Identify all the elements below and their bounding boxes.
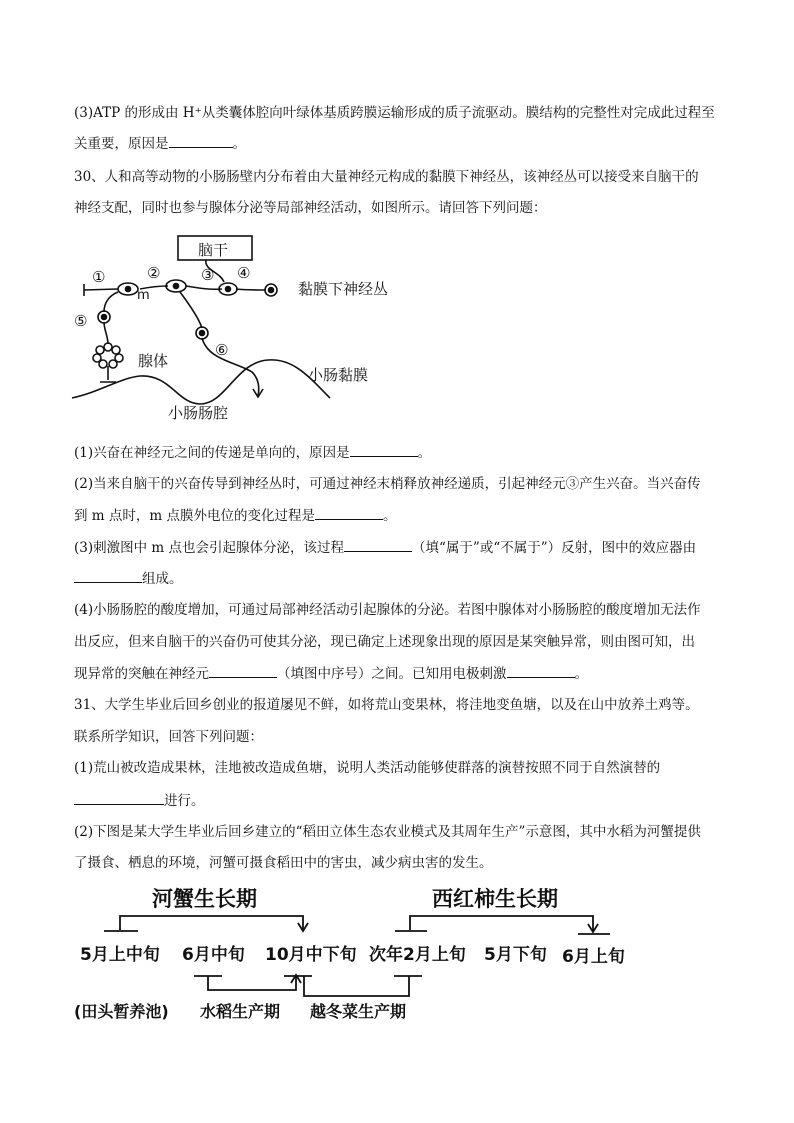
- tomato-bracket: [410, 916, 593, 931]
- date-label: 次年2月上旬: [369, 945, 466, 965]
- gland-label: 腺体: [138, 352, 169, 370]
- label-6: ⑥: [215, 341, 229, 359]
- brainstem-fiber: [206, 260, 224, 282]
- receptor-ending: [253, 389, 263, 397]
- point-m-label: m: [137, 288, 150, 303]
- answer-blank[interactable]: [74, 790, 164, 805]
- winter-veg-label: 越冬菜生产期: [310, 1002, 407, 1021]
- neuron-5: [98, 311, 110, 323]
- crab-period-label: 河蟹生长期: [152, 887, 257, 911]
- fiber-5-to-gland: [104, 322, 108, 344]
- fiber-2: [140, 286, 168, 289]
- answer-blank[interactable]: [315, 505, 383, 520]
- date-label: 10月中下旬: [265, 945, 357, 965]
- q29-3-line1: (3)ATP 的形成由 H⁺从类囊体腔向叶绿体基质跨膜运输形成的质子流驱动。膜结构的完整性对完成此过程至: [74, 105, 715, 121]
- neuron-3: [219, 283, 237, 295]
- answer-blank[interactable]: [209, 663, 277, 678]
- date-label: 6月上旬: [562, 947, 625, 967]
- answer-blank[interactable]: [344, 537, 412, 552]
- q31-part2-line2: 了摄食、栖息的环境，河蟹可摄食稻田中的害虫，减少病虫害的发生。: [74, 855, 493, 871]
- q30-part2-line1: (2)当来自脑干的兴奋传导到神经丛时，可通过神经末梢释放神经递质，引起神经元③产生兴奋。当兴奋传: [74, 476, 701, 492]
- gland-shape: [93, 343, 123, 382]
- label-1: ①: [92, 268, 106, 286]
- label-2: ②: [147, 264, 161, 282]
- tomato-arrow: [588, 924, 598, 932]
- rice-arrow: [291, 975, 301, 983]
- q30-part4-line3: 现异常的突触在神经元 （填图中序号）之间。已知用电极刺激 。: [74, 663, 588, 684]
- date-label: 5月下旬: [484, 945, 547, 965]
- neuron-6: [196, 327, 208, 339]
- q29-3-line2: 关重要，原因是 。: [74, 133, 246, 154]
- q30-part1: (1)兴奋在神经元之间的传递是单向的，原因是 。: [74, 442, 431, 463]
- q30-part2-line2: 到 m 点时，m 点膜外电位的变化过程是 。: [74, 505, 396, 526]
- brainstem-label: 脑干: [198, 241, 229, 259]
- q30-part4-line1: (4)小肠肠腔的酸度增加，可通过局部神经活动引起腺体的分泌。若图中腺体对小肠肠腔的酸度增加无法作: [74, 602, 701, 618]
- label-5: ⑤: [74, 312, 88, 330]
- crab-bracket: [120, 916, 303, 930]
- answer-blank[interactable]: [169, 133, 233, 148]
- date-label: 6月中旬: [182, 945, 245, 965]
- fiber-to-5: [104, 292, 118, 312]
- neuron-4: [265, 284, 277, 296]
- answer-blank[interactable]: [507, 663, 575, 678]
- fiber-4: [236, 289, 266, 290]
- plexus-label: 黏膜下神经丛: [298, 280, 389, 298]
- q30-intro-line2: 神经支配，同时也参与腺体分泌等局部神经活动，如图所示。请回答下列问题：: [74, 200, 547, 216]
- intestinal-wall: [72, 360, 330, 404]
- neuron-center: [166, 280, 186, 292]
- q31-part1-line1: (1)荒山被改造成果林，洼地被改造成鱼塘，说明人类活动能够使群落的演替按照不同于自然演替的: [74, 760, 661, 776]
- label-4: ④: [237, 264, 251, 282]
- q31-intro-line2: 联系所学知识，回答下列问题：: [74, 729, 263, 745]
- fiber-1: [84, 289, 118, 290]
- date-label: 5月上中旬: [80, 945, 160, 965]
- fiber-to-6: [180, 292, 202, 328]
- q30-part4-line2: 出反应，但来自脑干的兴奋仍可使其分泌，现已确定上述现象出现的原因是某突触异常，则由图可知，出: [74, 634, 695, 650]
- crab-arrow: [298, 923, 308, 931]
- answer-blank[interactable]: [74, 568, 142, 583]
- q31-intro-line1: 31、大学生毕业后回乡创业的报道屡见不鲜，如将荒山变果林，将洼地变鱼塘，以及在山中放养土鸡等。: [74, 697, 699, 713]
- fiber-6-to-mucosa: [202, 338, 259, 396]
- tomato-period-label: 西红柿生长期: [432, 887, 558, 911]
- mucosa-label: 小肠黏膜: [308, 366, 369, 384]
- rice-bracket: [194, 976, 296, 990]
- fiber-3: [186, 286, 222, 289]
- rice-period-label: 水稻生产期: [200, 1002, 281, 1021]
- label-3: ③: [201, 266, 215, 284]
- q31-part2-line1: (2)下图是某大学生毕业后回乡建立的“稻田立体生态农业模式及其周年生产”示意图，其中水稻为河蟹提供: [74, 824, 701, 840]
- q30-part3-line1: (3)刺激图中 m 点也会引起腺体分泌，该过程 （填“属于”或“不属于”）反射，图中的效应器由: [74, 537, 696, 558]
- q30-intro-line1: 30、人和高等动物的小肠肠壁内分布着由大量神经元构成的黏膜下神经丛，该神经丛可以接受来自脑干的: [74, 169, 699, 185]
- winter-veg-bracket: [284, 976, 422, 996]
- q30-part3-line2: 组成。: [74, 568, 183, 589]
- q31-part1-line2: 进行。: [74, 790, 205, 811]
- brainstem-box: [178, 236, 252, 260]
- lumen-label: 小肠肠腔: [168, 404, 229, 422]
- neuron-2: [118, 283, 138, 295]
- pond-label: (田头暂养池): [74, 1002, 169, 1021]
- answer-blank[interactable]: [350, 442, 418, 457]
